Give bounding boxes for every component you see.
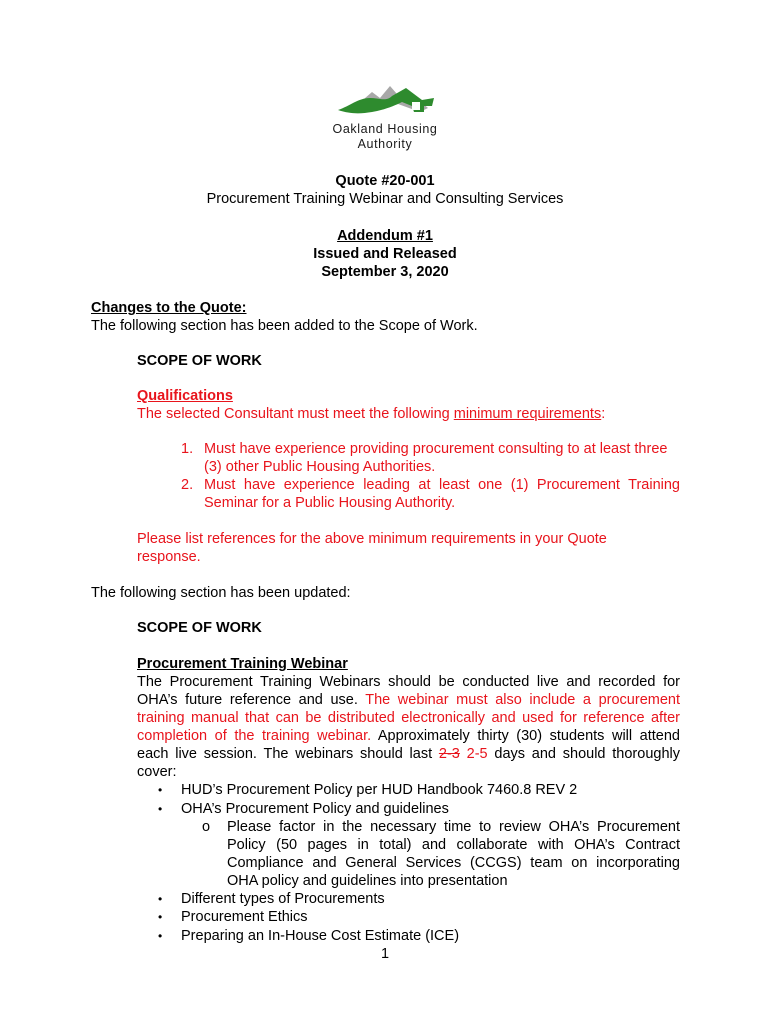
list-item-2-number: 2. [181,477,194,493]
list-item-1-line-1: Must have experience providing procurement consulting to at least three [204,441,668,457]
webinar-para-line-6: cover: [137,764,177,780]
qual-intro-text: The selected Consultant must meet the following [137,406,454,422]
sub-bullet-line-3: Compliance and General Services (CCGS) team on incorporating [227,855,680,871]
para-line-5-before: each live session. The webinars should last [137,746,439,762]
bullet-icon: • [158,783,163,797]
para-line-4-black: Approximately thirty (30) students will attend [371,728,680,744]
sub-bullet-icon: o [202,819,211,835]
bullet-icon: • [158,892,163,906]
changes-intro: The following section has been added to the Scope of Work. [91,318,478,334]
list-item-2-line-1: Must have experience leading at least one (1) Procurement Training [204,477,680,493]
struck-duration: 2-3 [438,746,460,762]
sub-bullet-line-1: Please factor in the necessary time to review OHA’s Procurement [227,819,680,835]
qualifications-intro [137,405,605,423]
bullet-icon: • [158,910,163,924]
sub-bullet-line-4: OHA policy and guidelines into presentation [227,873,508,889]
webinar-heading: Procurement Training Webinar [137,656,348,672]
logo-line-1: Oakland Housing [332,122,438,136]
document-title: Procurement Training Webinar and Consulting Services [206,191,564,207]
webinar-para-line-2 [137,691,680,709]
list-item-1-line-2: (3) other Public Housing Authorities. [204,459,436,475]
webinar-para-line-5 [137,745,680,763]
webinar-para-line-3: training manual that can be distributed electronically and used for reference after [137,710,680,726]
logo-text [300,122,470,152]
references-line-1: Please list references for the above minimum requirements in your Quote [137,531,607,547]
bullet-item-3: Different types of Procurements [181,891,385,907]
bullet-item-5: Preparing an In-House Cost Estimate (ICE) [181,928,460,944]
webinar-para-line-4 [137,727,680,745]
issued-label: Issued and Released [313,246,457,262]
scope-heading-1: SCOPE OF WORK [137,353,262,369]
bullet-icon: • [158,802,163,816]
quote-number: Quote #20-001 [335,173,435,189]
bullet-item-2: OHA’s Procurement Policy and guidelines [181,801,449,817]
list-item-1-number: 1. [181,441,194,457]
webinar-para-line-1: The Procurement Training Webinars should be conducted live and recorded for [137,674,680,690]
updated-intro: The following section has been updated: [91,585,351,601]
bullet-icon: • [158,929,163,943]
qualifications-heading: Qualifications [137,388,233,404]
scope-heading-2: SCOPE OF WORK [137,620,262,636]
addendum-heading: Addendum #1 [337,228,433,244]
sub-bullet-line-2: Policy (50 pages in total) and collaborate with OHA’s Contract [227,837,680,853]
page-number: 1 [380,946,390,962]
para-line-2-red: The webinar must also include a procurement [365,692,680,708]
bullet-item-1: HUD’s Procurement Policy per HUD Handbook 7460.8 REV 2 [181,782,578,798]
minimum-requirements-text: minimum requirements [453,406,602,422]
para-line-2-black: OHA’s future reference and use. [137,692,366,708]
references-line-2: response. [137,549,201,565]
new-duration: 2-5 [459,746,488,762]
bullet-item-4: Procurement Ethics [181,909,308,925]
changes-heading: Changes to the Quote: [91,300,247,316]
qual-intro-colon: : [601,406,606,422]
list-item-2-line-2: Seminar for a Public Housing Authority. [204,495,456,511]
logo-line-2: Authority [357,137,413,151]
issue-date: September 3, 2020 [321,264,449,280]
para-line-5-after: days and should thoroughly [487,746,680,762]
para-line-4-red: completion of the training webinar. [137,728,372,744]
